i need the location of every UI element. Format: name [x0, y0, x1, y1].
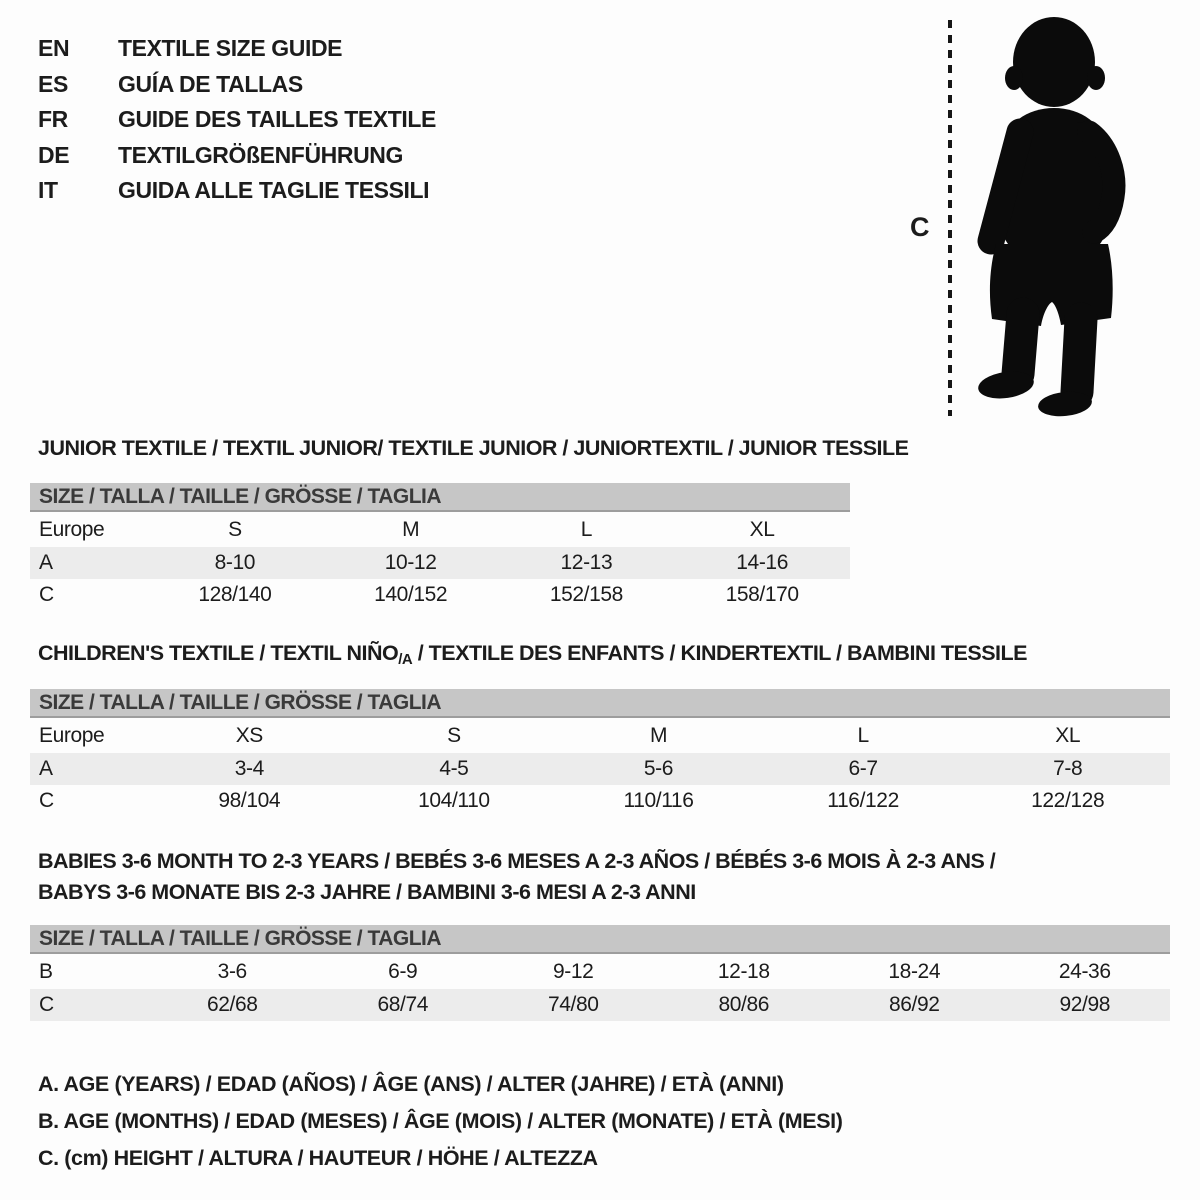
children-section-title [38, 641, 1027, 668]
size-cell: 80/86 [718, 992, 770, 1016]
table-row [30, 514, 850, 547]
row-label: A [39, 550, 53, 574]
babies-size-table [30, 956, 1170, 1021]
babies-section-title-line2: BABYS 3-6 MONATE BIS 2-3 JAHRE / BAMBINI 3-6 MESI A 2-3 ANNI [38, 880, 696, 904]
size-cell: 12-13 [560, 550, 613, 574]
language-line-fr [38, 102, 436, 138]
size-cell: M [649, 724, 668, 748]
children-title-post: / TEXTILE DES ENFANTS / KINDERTEXTIL / BAMBINI TESSILE [412, 641, 1027, 665]
height-measure-dashed-line [948, 20, 952, 416]
legend-block [38, 1066, 843, 1177]
language-title: TEXTILE SIZE GUIDE [118, 35, 343, 62]
size-cell: 24-36 [1058, 960, 1111, 984]
legend-item-c: C. (cm) HEIGHT / ALTURA / HAUTEUR / HÖHE / ALTEZZA [38, 1146, 598, 1170]
babies-size-header-bar: SIZE / TALLA / TAILLE / GRÖSSE / TAGLIA [30, 925, 1170, 954]
size-cell: 98/104 [218, 789, 281, 813]
children-title-subscript: /A [398, 651, 413, 668]
junior-section-title: JUNIOR TEXTILE / TEXTIL JUNIOR/ TEXTILE JUNIOR / JUNIORTEXTIL / JUNIOR TESSILE [38, 436, 909, 460]
size-cell: 122/128 [1031, 789, 1105, 813]
size-cell: L [580, 518, 593, 542]
size-cell: 10-12 [384, 550, 437, 574]
children-size-header-bar: SIZE / TALLA / TAILLE / GRÖSSE / TAGLIA [30, 689, 1170, 718]
height-measure-label: C [910, 212, 930, 242]
size-cell: 9-12 [553, 960, 594, 984]
size-cell: L [857, 724, 869, 748]
size-cell: XS [235, 724, 263, 748]
size-cell: 158/170 [725, 583, 799, 607]
junior-size-table [30, 514, 850, 612]
size-cell: 12-18 [717, 960, 770, 984]
table-row [30, 956, 1170, 989]
language-code: FR [38, 106, 68, 133]
row-label: Europe [39, 724, 105, 748]
language-line-de [38, 138, 436, 174]
babies-section-title-line1: BABIES 3-6 MONTH TO 2-3 YEARS / BEBÉS 3-6 MESES A 2-3 AÑOS / BÉBÉS 3-6 MOIS À 2-3 ANS / [38, 849, 996, 873]
size-cell: XL [749, 518, 775, 542]
language-title: GUÍA DE TALLAS [118, 70, 303, 97]
size-cell: 152/158 [549, 583, 623, 607]
table-row [30, 989, 1170, 1022]
table-row [30, 720, 1170, 753]
size-cell: 128/140 [198, 583, 272, 607]
size-cell: 5-6 [643, 756, 674, 780]
size-cell: M [402, 518, 420, 542]
language-title: TEXTILGRÖßENFÜHRUNG [118, 141, 403, 168]
language-title-block [38, 31, 436, 209]
size-cell: 3-6 [217, 960, 247, 984]
row-label: A [39, 756, 53, 780]
language-line-en [38, 31, 436, 67]
row-label: C [39, 992, 54, 1016]
language-title: GUIDA ALLE TAGLIE TESSILI [118, 177, 430, 204]
size-cell: 6-9 [388, 960, 418, 984]
junior-size-header-bar: SIZE / TALLA / TAILLE / GRÖSSE / TAGLIA [30, 483, 850, 512]
size-cell: S [228, 518, 242, 542]
size-cell: 110/116 [623, 789, 694, 813]
size-cell: 6-7 [848, 756, 878, 780]
row-label: Europe [39, 518, 105, 542]
language-title: GUIDE DES TAILLES TEXTILE [118, 106, 436, 133]
row-label: C [39, 789, 54, 813]
size-cell: 104/110 [418, 789, 490, 813]
language-code: EN [38, 35, 70, 62]
language-line-es [38, 67, 436, 103]
table-row [30, 547, 850, 580]
size-cell: 4-5 [439, 756, 469, 780]
size-cell: 86/92 [888, 992, 940, 1016]
language-code: IT [38, 177, 58, 204]
size-cell: S [447, 724, 461, 748]
size-cell: 92/98 [1059, 992, 1111, 1016]
legend-item-a: A. AGE (YEARS) / EDAD (AÑOS) / ÂGE (ANS) / ALTER (JAHRE) / ETÀ (ANNI) [38, 1072, 784, 1096]
size-cell: 18-24 [888, 960, 941, 984]
table-row [30, 753, 1170, 786]
size-cell: 62/68 [206, 992, 258, 1016]
children-size-table [30, 720, 1170, 818]
row-label: B [39, 960, 53, 984]
size-cell: 14-16 [736, 550, 788, 574]
legend-item-b: B. AGE (MONTHS) / EDAD (MESES) / ÂGE (MOIS) / ALTER (MONATE) / ETÀ (MESI) [38, 1109, 843, 1133]
size-cell: 116/122 [827, 789, 899, 813]
table-row [30, 785, 1170, 818]
size-cell: 74/80 [547, 992, 599, 1016]
row-label: C [39, 583, 54, 607]
size-cell: 8-10 [214, 550, 256, 574]
children-title-pre: CHILDREN'S TEXTILE / TEXTIL NIÑO [38, 641, 399, 665]
language-code: ES [38, 70, 68, 97]
language-code: DE [38, 141, 70, 168]
toddler-silhouette-icon [962, 14, 1138, 418]
language-line-it [38, 173, 436, 209]
table-row [30, 579, 850, 612]
size-cell: 7-8 [1053, 756, 1083, 780]
size-cell: 3-4 [234, 756, 264, 780]
size-cell: 68/74 [377, 992, 429, 1016]
size-cell: XL [1055, 724, 1081, 748]
size-cell: 140/152 [374, 583, 448, 607]
